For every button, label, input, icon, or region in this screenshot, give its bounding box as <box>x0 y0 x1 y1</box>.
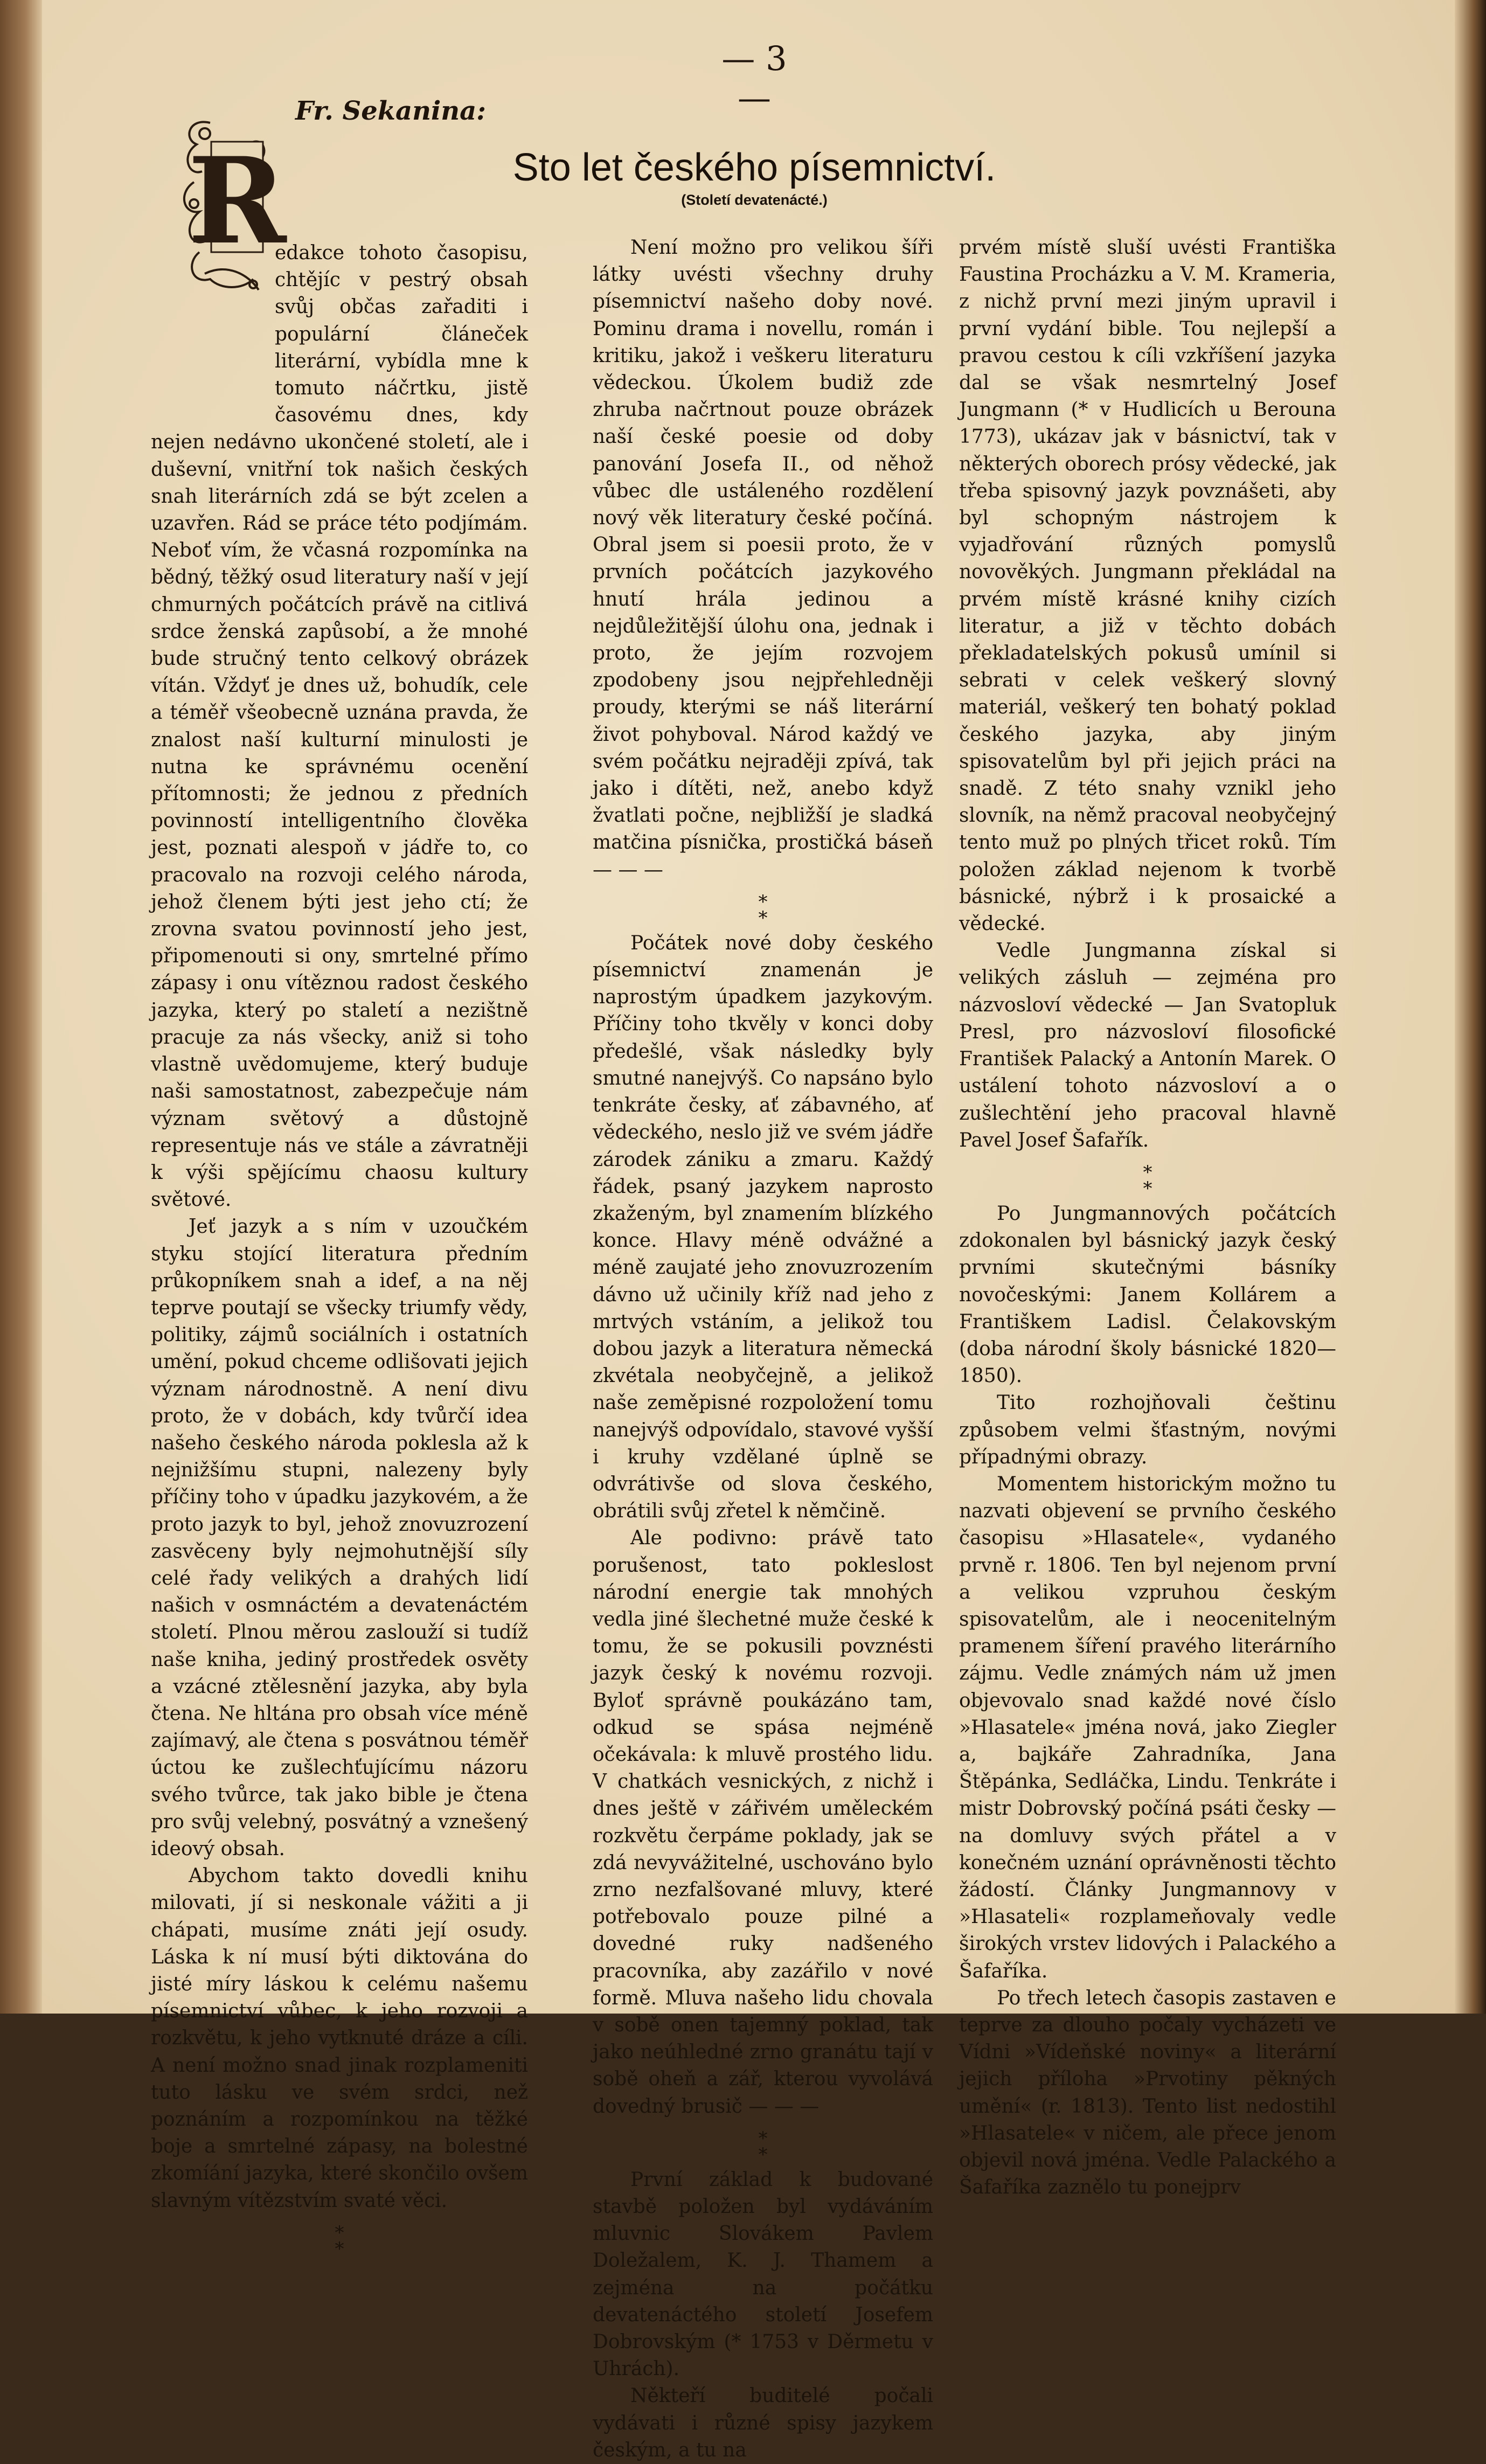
paragraph: Někteří buditelé počali vydávati i různé spisy jazykem českým, a tu na <box>593 2385 933 2461</box>
book-binding <box>0 0 42 2014</box>
paragraph: Není možno pro velikou šíři látky uvésti všechny druhy písemnictví našeho doby nové. Pominu drama i novellu, román i kritiku, jakož i veškeru literaturu vědeckou. Úkolem budiž zde zhruba načrtnout pouze obrázek naší české poesie od doby panování Josefa II., od něhož vůbec dle ustáleného rozdělení nový věk literatury české počíná. Obral jsem si poesii proto, že v prvních počátcích jazykového hnutí hrála jedinou a nejdůležitější úlohu ona, jednak i proto, že jejím rozvojem zpodobeny jsou nejpřehledněji proudy, kterými se náš literární život pohyboval. Národ každý ve svém počátku nejraději zpívá, tak jako i dítěti, než, anebo když žvatlati počne, nejbližší je sladká matčina písnička, prostičká báseň — — — <box>593 237 933 881</box>
paragraph: edakce tohoto časopisu, chtějíc v pestrý obsah svůj občas zařaditi i populární článeček literární, vybídla mne k tomuto náčrtku, jistě časovému dnes, kdy nejen nedávno ukončené století, ale i duševní, vnitřní tok našich českých snah literárních zdá se být zcelen a uzavřen. Rád se práce této podjímám. Neboť vím, že včasná rozpomínka na bědný, těžký osud literatury naší v její chmurných počátcích právě na citlivá srdce ženská zapůsobí, a že mnohé bude stručný tento celkový obrázek vítán. Vždyť je dnes už, bohudík, cele a téměř všeobecně uznána pravda, že znalost naší kulturní minulosti je nutna ke správnému ocenění přítomnosti; že jednou z předních povinností intelligentního člověka jest, poznati alespoň v jádře to, co pracovalo na rozvoji celého národa, jehož členem býti jest jeho ctí; že zrovna svatou povinností jeho jest, připomenouti si ony, smrtelné přímo zápasy i onu vítěznou radost českého jazyka, který po staletí a nezištně pracuje za nás všecky, aniž si toho vlastně uvědomujeme, který buduje naši samostatnost, zabezpečuje nám význam světový a důstojně representuje nás ve stále a závratněji k výši spějícímu chaosu kultury světové. <box>151 240 528 1213</box>
paragraph: Abychom takto dovedli knihu milovati, jí si neskonale vážiti a ji chápati, musíme znáti její osudy. Láska k ní musí býti diktována do jisté míry láskou k celému našemu písemnictví vůbec, k jeho rozvoji a rozkvětu, k jeho vytknuté dráze a cíli. A není možno snad jinak rozplameniti tuto lásku ve svém srdci, než poznáním a rozpomínkou na těžké boje a smrtelné zápasy, na bolestné zkomíání jazyka, které skončilo ovšem slavným vítězstvím svaté věci. <box>151 1865 528 2212</box>
paragraph: Po třech letech časopis zastaven e teprve za dlouho počaly vycházeti ve Vídni »Vídeňské noviny« a literární jejich příloha »Prvotiny pěkných umění« (r. 1813). Tento list nedostihl »Hlasatele« v ničem, ale přece jenom objevil nová jména. Vedle Palackého a Šafaříka zaznělo tu ponejprv <box>959 1987 1336 2199</box>
page-number: — 3 — <box>721 39 787 117</box>
paragraph: První základ k budované stavbě položen byl vydáváním mluvnic Slovákem Pavlem Doležalem, K. J. Thamem a zejména na počátku devatenáctého století Josefem Dobrovským (* 1753 v Děrmetu v Uhrách). <box>593 2168 933 2380</box>
paragraph: Počátek nové doby českého písemnictví znamenán je naprostým úpadkem jazykovým. Příčiny toho tkvěly v konci doby předešlé, však následky byly smutné nanejvýš. Co napsáno bylo tenkráte česky, ať zábavného, ať vědeckého, neslo již ve svém jádře zárodek zániku a zmaru. Každý řádek, psaný jazykem naprosto zkaženým, byl znamením blízkého konce. Hlavy méně odvážné a méně zaujaté jeho znovuzrozením dávno už učinily kříž nad jeho z mrtvých vstáním, a jelikož tou dobou jazyk a literatura německá zkvétala neobyčejně, a jelikož naše zeměpisné rozpoložení tomu nanejvýš odpovídalo, stavové vyšší i kruhy vzdělané úplně se odvrátivše od slova českého, obrátili svůj zřetel k němčině. <box>593 932 933 1523</box>
initial-letter: R <box>188 131 287 270</box>
paragraph: Vedle Jungmanna získal si velikých zásluh — zejména pro názvosloví vědecké — Jan Svatopluk Presl, pro názvosloví filosofické František Palacký a Antonín Marek. O ustálení tohoto názvosloví a o zušlechtění jeho pracoval hlavně Pavel Josef Šafařík. <box>959 940 1336 1151</box>
paragraph: Jeť jazyk a s ním v uzoučkém styku stojící literatura předním průkopníkem snah a idef, a na něj teprve poutají se všecky triumfy vědy, politiky, zájmů sociálních i ostatních umění, pokud chceme odlišovati jejich význam národnostně. A není divu proto, že v dobách, kdy tvůrčí idea našeho českého národa poklesla až k nejnižšímu stupni, nalezeny byly příčiny toho v úpadku jazykovém, a že proto jazyk to byl, jehož znovuzrození zasvěceny byly nejmohutnější síly celé řady velikých a drahých lidí našich v osmnáctém a devatenáctém století. Plnou měrou zaslouží si tudíž naše kniha, jediný prostředek osvěty a vzácné ztělesnění jazyka, aby byla čtena. Ne hltána pro obsah více méně zajímavý, ale čtena s posvátnou téměř úctou ke zušlechťujícímu názoru svého tvůrce, tak jako bible je čtena pro svůj velebný, posvátný a vznešený ideový obsah. <box>151 1216 528 1860</box>
paragraph: Momentem historickým možno tu nazvati objevení se prvního českého časopisu »Hlasatele«, vydaného prvně r. 1806. Ten byl nejenom první a velikou vzpruhou českým spisovatelům, ale i neocenitelným pramenem šíření pravého literárního zájmu. Vedle známých nám už jmen objevovalo snad každé nové číslo »Hlasatele« jména nová, jako Ziegler a, bajkáře Zahradníka, Jana Štěpánka, Sedláčka, Lindu. Tenkráte i mistr Dobrovský počíná psáti česky — na domluvy svých přátel a v konečném uznání oprávněnosti těchto žádostí. Články Jungmannovy v »Hlasateli« rozplameňovaly vedle širokých vrstev lidových i Palackého a Šafaříka. <box>959 1473 1336 1982</box>
section-separator: * * <box>335 2222 344 2260</box>
paragraph: Ale podivno: právě tato porušenost, tato pokleslost národní energie tak mnohých vedla jiné šlechetné muže české k tomu, že se pokusili povznésti jazyk český k novému rozvoji. Byloť správně poukázáno tam, odkud se spása nejméně očekávala: k mluvě prostého lidu. V chatkách vesnických, z nichž i dnes ještě v zářivém uměleckém rozkvětu čerpáme poklady, jak se zdá nevyvážitelné, uschováno bylo zrno nezfalšované mluvy, které potřebovalo pouze pilné a dovedné ruky nadšeného pracovníka, aby zazářilo v nové formě. Mluva našeho lidu chovala v sobě onen tajemný poklad, tak jako neúhledné zrno granátu tají v sobě oheň a zář, kterou vyvolává dovedný brusič — — — <box>593 1527 933 2118</box>
initial-spacer <box>151 240 275 428</box>
column-right <box>959 234 1336 2201</box>
article-title: Sto let českého písemnictví. <box>512 146 996 189</box>
section-separator: * * <box>758 2127 768 2165</box>
paragraph: Po Jungmannových počátcích zdokonalen byl básnický jazyk český prvními skutečnými básníky novočeskými: Janem Kollárem a Františkem Ladisl. Čelakovským (doba národní školy básnické 1820—1850). <box>959 1202 1336 1387</box>
column-middle <box>593 234 933 2464</box>
author-name: Fr. Sekanina: <box>295 96 486 126</box>
paragraph: prvém místě sluší uvésti Františka Faustina Procházku a V. M. Krameria, z nichž první mezi jiným upravil i první vydání bible. Tou nejlepší a pravou cestou k cíli vzkříšení jazyka dal se však nesmrtelný Josef Jungmann (* v Hudlicích u Berouna 1773), ukázav jak v básnictví, tak v některých oborech prósy vědecké, jak třeba spisovný jazyk povznášeti, aby byl schopným nástrojem k vyjadřování různých pomyslů novověkých. Jungmann překládal na prvém místě krásné knihy cizích literatur, a již v těchto dobách překladatelských pokusů umínil si sebrati v celek veškerý slovný materiál, veškerý ten bohatý poklad českého jazyka, aby jiným spisovatelům byl při jejich práci na snadě. Z této snahy vznikl jeho slovník, na němž pracoval neobyčejný tento muž po plných třicet roků. Tím položen základ nejenom k tvorbě básnické, nýbrž i k prosaické a vědecké. <box>959 237 1336 935</box>
paragraph: Tito rozhojňovali češtinu způsobem velmi šťastným, novými případnými obrazy. <box>959 1392 1336 1468</box>
section-separator: * * <box>758 891 768 929</box>
page-edge <box>1455 0 1486 2014</box>
article-subtitle: (Století devatenácté.) <box>681 192 828 208</box>
column-left <box>151 240 528 2261</box>
section-separator: * * <box>1143 1161 1152 1199</box>
